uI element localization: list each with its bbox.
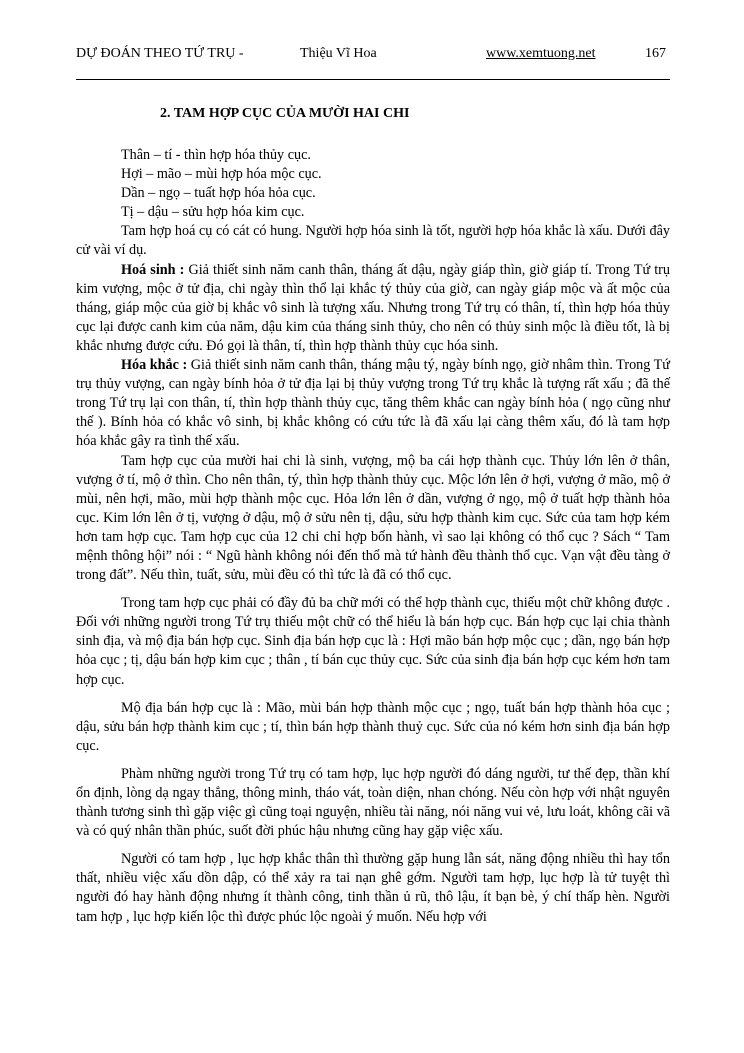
paragraph-khac-than: Người có tam hợp , lục hợp khắc thân thì thường gặp hung lẫn sát, năng động nhiều thì hay tổn thất, nhiều việc xấu dồn dập, có thể xảy ra tai nạn ghê gớm. Người tam hợp, lục hợp là tử tuyệt thì người đó hay hành động nhưng ít thành công, tinh thần ủ rũ, thô lậu, ít bạn bè, ý chí thấp hèn. Người tam hợp , lục hợp kiến lộc thì được phúc lộc ngoài ý muốn. Nếu hợp với (76, 851, 670, 925)
hoa-sinh-label: Hoá sinh : (121, 261, 185, 278)
paragraph-hoa-sinh (76, 261, 670, 356)
paragraph-ban-hop: Trong tam hợp cục phải có đầy đủ ba chữ mới có thể hợp thành cục, thiếu một chữ không được . Đối với những người trong Tứ trụ thiếu một chữ có thể hiểu là bán hợp cục. Bán hợp cục lại chia thành sinh địa, và mộ địa bán hợp cục. Sinh địa bán hợp cục là : Hợi mão bán hợp mộc cục ; dần, ngọ bán hợp hỏa cục ; tị, dậu bán hợp kim cục ; thân , tí bán cục thủy cục. Sức của sinh địa bán hợp cục kém hơn tam hợp cục. (76, 595, 670, 688)
hoa-khac-text: Giả thiết sinh năm canh thân, tháng mậu tý, ngày bính ngọ, giờ nhâm thìn. Trong Tứ trụ thủy vượng, can ngày bính hỏa ở tử địa lại bị thủy vượng trong Tứ trụ khắc là tượng rất xấu ; đã thế trong Tứ trụ lại con thân, tí, thìn hợp thành thủy cục, tăng thêm khắc can ngày bính hỏa ( ngọ cũng như thế ). Bính hỏa có khắc vô sinh, bị khắc không có cứu tức là đã xấu lại càng thêm xấu, đó là tam hợp hóa khắc gây ra tình thế xấu. (76, 357, 670, 450)
page-number: 167 (645, 46, 666, 61)
website-link[interactable]: www.xemtuong.net (486, 46, 596, 61)
body-text (76, 146, 670, 927)
list-item: Thân – tí - thìn hợp hóa thủy cục. (121, 147, 311, 163)
author-name: Thiệu Vĩ Hoa (300, 46, 377, 61)
list-item: Hợi – mão – mùi hợp hóa mộc cục. (121, 166, 322, 183)
paragraph-intro: Tam hợp hoá cụ có cát có hung. Người hợp hóa sinh là tốt, người hợp hóa khắc là xấu. Dưới đây cử vài ví dụ. (76, 223, 670, 259)
list-item: Tị – dậu – sửu hợp hóa kim cục. (121, 204, 305, 221)
paragraph-mo-dia: Mộ địa bán hợp cục là : Mão, mùi bán hợp thành mộc cục ; ngọ, tuất bán hợp thành hỏa cục ; dậu, sửu bán hợp thành kim cục ; tí, thìn bán hợp thành thuỷ cục. Sức của nó kém hơn sinh địa bán hợp cục. (76, 699, 670, 754)
paragraph-hoa-khac (76, 356, 670, 451)
section-title: 2. TAM HỢP CỤC CỦA MƯỜI HAI CHI (160, 106, 410, 121)
page-header (76, 46, 670, 68)
hoa-sinh-text: Giả thiết sinh năm canh thân, tháng ất dậu, ngày giáp thìn, giờ giáp tí. Trong Tứ trụ kim vượng, mộc ở tử địa, chi ngày thìn thổ lại khắc tý thủy của giờ, can ngày giáp mộc và ất mộc của tháng, giáp mộc của giờ bị khắc vô sinh là tượng xấu. Nhưng trong Tứ trụ có thân, tí, thìn hợp hóa thủy cục lại được canh kim của năm, dậu kim của tháng sinh thủy, cho nên có thủy sinh mộc là điều tốt, là bị khắc nhưng được cứu. Đó gọi là thân, tí, thìn hợp thành thủy cục hóa sinh. (76, 261, 670, 354)
book-title: DỰ ĐOÁN THEO TỨ TRỤ - (76, 46, 244, 61)
paragraph-tam-hop: Tam hợp cục của mười hai chi là sinh, vượng, mộ ba cái hợp thành cục. Thủy lớn lên ở thân, vượng ở tí, mộ ở thìn. Cho nên thân, tý, thìn hợp thành thủy cục. Mộc lớn lên ở hợi, vượng ở mão, mộ ở mùi, nên hợi, mão, mùi hợp thành mộc cục. Hỏa lớn lên ở dần, vượng ở ngọ, mộ ở tuất hợp thành hỏa cục. Kim lớn lên ở tị, vượng ở dậu, mộ ở sửu nên tị, dậu, sửu hợp thành kim cục. Sức của tam hợp kém hơn tam hợp cục. Tam hợp cục của 12 chi chỉ hợp bốn hành, vì sao lại không có thổ cục ? Sách “ Tam mệnh thông hội” nói : “ Ngũ hành không nói đến thổ mà tứ hành đều thành thổ cục. Vạn vật đều tàng ở trong đất”. Nếu thìn, tuất, sửu, mùi đều có thì tức là đã có thổ cục. (76, 452, 670, 584)
header-divider (76, 79, 670, 80)
hoa-khac-label: Hóa khắc : (121, 357, 188, 374)
list-item: Dần – ngọ – tuất hợp hóa hỏa cục. (121, 185, 316, 202)
paragraph-pham: Phàm những người trong Tứ trụ có tam hợp, lục hợp người đó dáng người, tư thế đẹp, thần khí ổn định, lòng dạ ngay thẳng, thông minh, tháo vát, toàn diện, nhan chóng. Nếu còn hợp với nhật nguyên thành tương sinh thì gặp việc gì cũng toại nguyện, nhiều tài năng, nói năng vui vẻ, lưu loát, không cãi vã và có quý nhân thần phúc, suốt đời phúc hậu nhưng cũng hay gặp việc xấu. (76, 765, 670, 840)
